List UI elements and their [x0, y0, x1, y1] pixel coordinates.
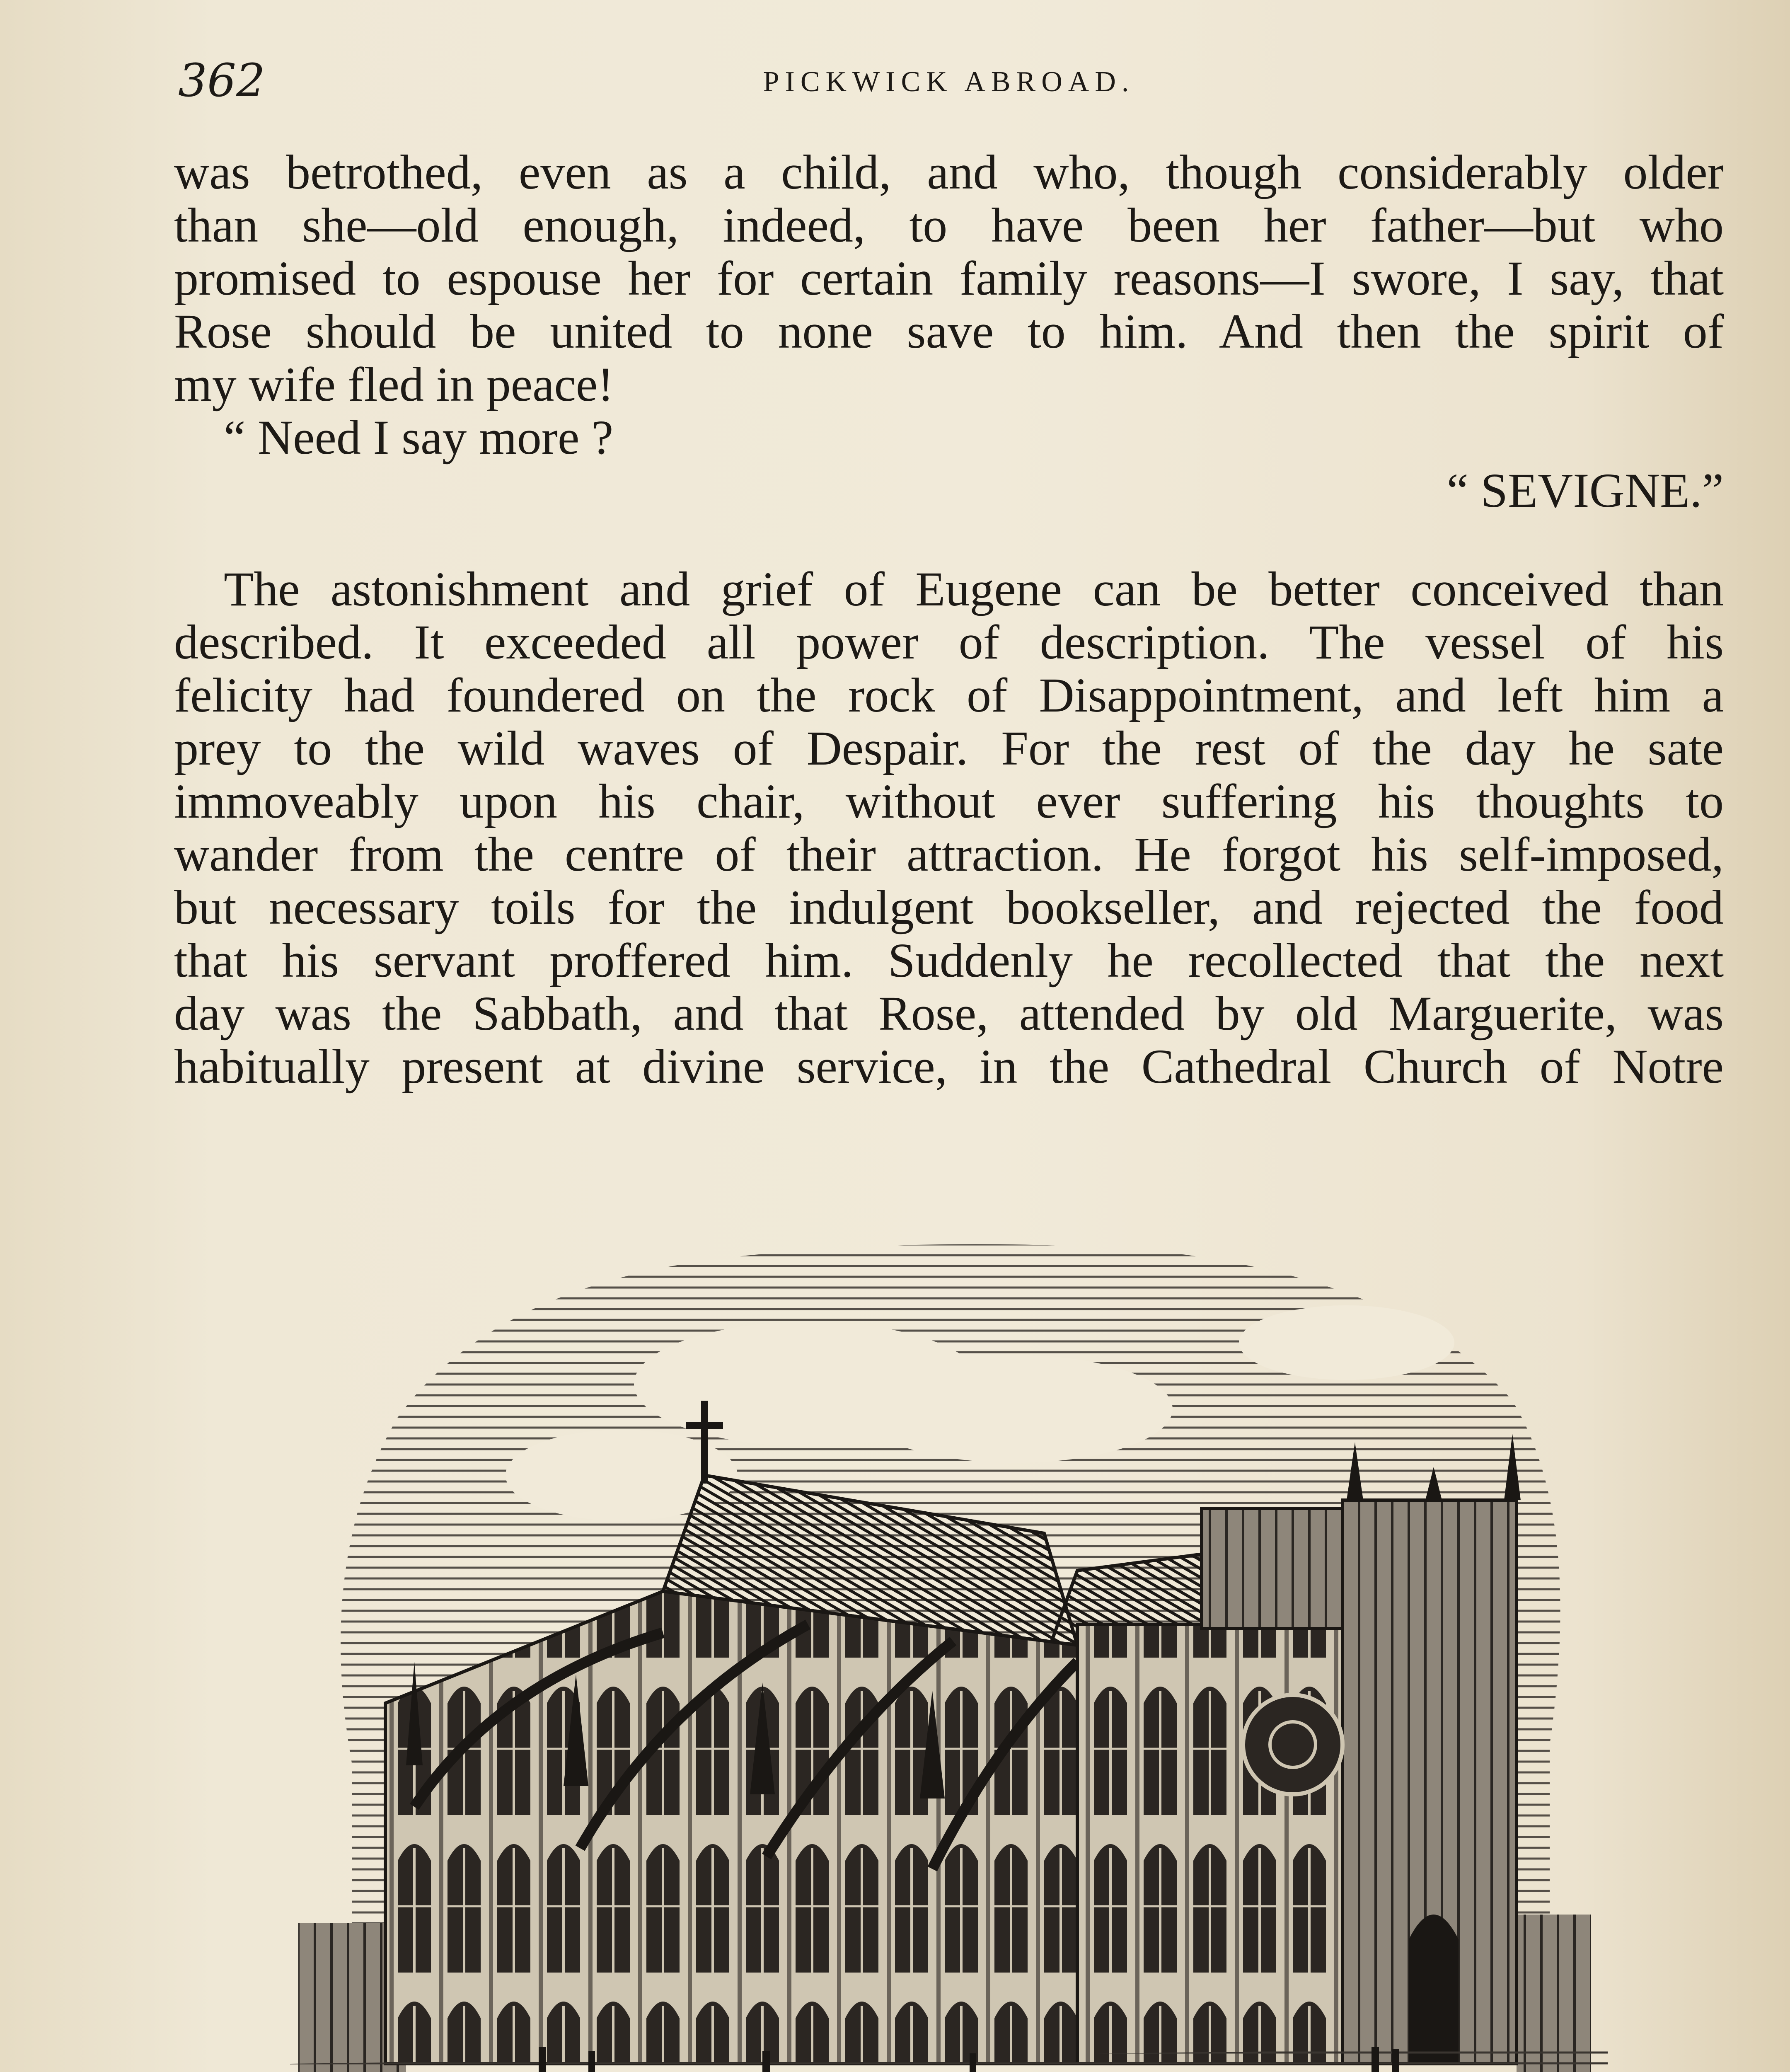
page-header	[178, 54, 1720, 124]
text-line: habitually present at divine service, in the Cathedral Church of Notre	[174, 1039, 1724, 1094]
letter-signature: “ SEVIGNE.”	[1447, 463, 1724, 518]
text-line: described. It exceeded all power of description. The vessel of his	[174, 615, 1724, 669]
text-line: day was the Sabbath, and that Rose, attended by old Marguerite, was	[174, 986, 1724, 1041]
text-line: my wife fled in peace!	[174, 357, 614, 411]
running-title: PICKWICK ABROAD.	[763, 66, 1135, 98]
text-line: felicity had foundered on the rock of Disappointment, and left him a	[174, 668, 1724, 722]
text-line: but necessary toils for the indulgent bookseller, and rejected the food	[174, 880, 1724, 934]
text-line: wander from the centre of their attraction. He forgot his self-imposed,	[174, 827, 1724, 881]
text-block-top	[174, 146, 1724, 1093]
text-line: promised to espouse her for certain family reasons—I swore, I say, that	[174, 251, 1724, 305]
text-line: prey to the wild waves of Despair. For the rest of the day he sate	[174, 721, 1724, 775]
text-line: “ Need I say more ?	[224, 410, 614, 465]
cathedral-engraving	[290, 1185, 1608, 2072]
text-line: than she—old enough, indeed, to have been her father—but who	[174, 198, 1724, 252]
text-line: that his servant proffered him. Suddenly he recollected that the next	[174, 933, 1724, 988]
page-number: 362	[178, 54, 265, 107]
paragraph-spacer	[174, 517, 1724, 563]
text-line: was betrothed, even as a child, and who, though considerably older	[174, 145, 1724, 199]
cathedral-illustration	[290, 1185, 1608, 2072]
text-line: The astonishment and grief of Eugene can be better conceived than	[224, 562, 1724, 616]
text-line: Rose should be united to none save to him. And then the spirit of	[174, 304, 1724, 358]
text-line: immoveably upon his chair, without ever suffering his thoughts to	[174, 774, 1724, 828]
